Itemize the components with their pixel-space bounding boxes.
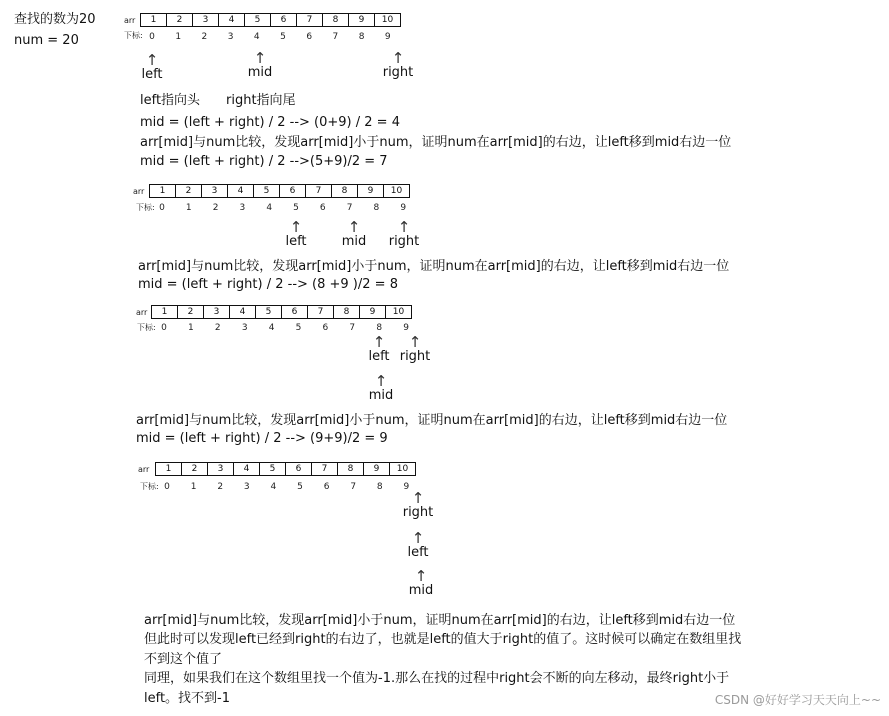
index-number: 8 <box>373 203 380 213</box>
problem-title: 查找的数为20 <box>14 12 96 27</box>
index-number: 2 <box>214 323 221 333</box>
array-cell: 9 <box>364 463 390 476</box>
array-cell: 7 <box>306 185 332 198</box>
array-cell: 8 <box>334 306 360 319</box>
array-cell: 4 <box>230 306 256 319</box>
arr-label: arr <box>133 187 145 196</box>
array-cell: 3 <box>193 14 219 27</box>
index-number: 6 <box>323 482 330 492</box>
pointer-left <box>266 218 326 250</box>
index-label: 下标: <box>137 323 156 332</box>
array-row <box>155 462 416 476</box>
step1-desc-right: right指向尾 <box>226 93 296 108</box>
step4-conclusion: 但此时可以发现left已经到right的右边了，也就是left的值大于right的值了。这时候可以确定在数组里找 <box>144 632 742 647</box>
index-number: 0 <box>164 482 170 492</box>
array-cell: 3 <box>202 185 228 198</box>
array-cell: 5 <box>245 14 271 27</box>
index-number: 7 <box>332 32 339 42</box>
array-cell: 3 <box>208 463 234 476</box>
up-arrow-icon: ↑ <box>372 333 386 351</box>
index-number: 7 <box>349 323 356 333</box>
pointer-mid <box>351 372 411 404</box>
step2-formula: mid = (left + right) / 2 --> (8 +9 )/2 = 8 <box>138 277 398 292</box>
array-cell: 1 <box>141 14 167 27</box>
pointer-left <box>388 529 448 561</box>
index-number: 2 <box>212 203 219 213</box>
pointer-label: left <box>285 234 307 249</box>
array-cell: 6 <box>271 14 297 27</box>
array-cell: 5 <box>254 185 280 198</box>
index-number: 9 <box>403 482 410 492</box>
step4-similar-case: 同理，如果我们在这个数组里找一个值为-1.那么在找的过程中right会不断的向左移动，最终right小于 <box>144 671 730 686</box>
array-cell: 8 <box>338 463 364 476</box>
index-number: 4 <box>266 203 273 213</box>
index-number: 0 <box>161 323 167 333</box>
array-cell: 6 <box>280 185 306 198</box>
array-cell: 5 <box>260 463 286 476</box>
arr-label: arr <box>136 308 148 317</box>
array-row <box>140 13 401 27</box>
array-cell: 7 <box>297 14 323 27</box>
array-cell: 10 <box>375 14 401 27</box>
pointer-left <box>122 51 182 83</box>
step3-compare: arr[mid]与num比较，发现arr[mid]小于num，证明num在arr[mid]的右边，让left移到mid右边一位 <box>136 413 728 428</box>
index-label: 下标: <box>124 31 143 40</box>
array-cell: 9 <box>360 306 386 319</box>
index-label: 下标: <box>136 203 155 212</box>
pointer-label: right <box>382 65 414 80</box>
step4-similar-case-cont: left。找不到-1 <box>144 691 231 706</box>
num-declaration: num = 20 <box>14 33 79 48</box>
array-row <box>151 305 412 319</box>
array-cell: 2 <box>167 14 193 27</box>
up-arrow-icon: ↑ <box>408 333 422 351</box>
array-cell: 2 <box>178 306 204 319</box>
array-cell: 7 <box>312 463 338 476</box>
index-number: 8 <box>376 482 383 492</box>
index-number: 4 <box>270 482 277 492</box>
array-cell: 10 <box>386 306 412 319</box>
arr-label: arr <box>138 465 150 474</box>
pointer-label: mid <box>408 583 434 598</box>
index-number: 9 <box>384 32 391 42</box>
array-cell: 9 <box>349 14 375 27</box>
pointer-label: right <box>388 234 420 249</box>
array-cell: 1 <box>152 306 178 319</box>
index-number: 8 <box>376 323 383 333</box>
up-arrow-icon: ↑ <box>414 567 428 585</box>
pointer-mid <box>391 567 451 599</box>
index-number: 4 <box>253 32 260 42</box>
step2-compare: arr[mid]与num比较，发现arr[mid]小于num，证明num在arr[mid]的右边，让left移到mid右边一位 <box>138 259 730 274</box>
array-cell: 6 <box>286 463 312 476</box>
index-number: 3 <box>239 203 246 213</box>
pointer-label: right <box>399 349 431 364</box>
array-cell: 5 <box>256 306 282 319</box>
array-cell: 7 <box>308 306 334 319</box>
arr-label: arr <box>124 16 136 25</box>
index-number: 9 <box>403 323 409 333</box>
index-number: 3 <box>241 323 248 333</box>
step1-desc-left: left指向头 <box>140 93 201 108</box>
array-cell: 8 <box>323 14 349 27</box>
pointer-label: right <box>402 505 434 520</box>
index-number: 2 <box>217 482 224 492</box>
up-arrow-icon: ↑ <box>289 218 303 236</box>
index-number: 7 <box>346 203 353 213</box>
array-cell: 3 <box>204 306 230 319</box>
index-number: 4 <box>268 323 275 333</box>
index-number: 9 <box>400 203 407 213</box>
watermark: CSDN @好好学习天天向上~~ <box>714 693 881 707</box>
step3-formula: mid = (left + right) / 2 --> (9+9)/2 = 9 <box>136 431 388 446</box>
index-number: 0 <box>149 32 155 42</box>
index-number: 2 <box>201 32 208 42</box>
pointer-label: left <box>407 545 429 560</box>
index-number: 1 <box>188 323 194 333</box>
up-arrow-icon: ↑ <box>391 49 405 67</box>
pointer-label: left <box>368 349 390 364</box>
array-cell: 1 <box>150 185 176 198</box>
up-arrow-icon: ↑ <box>397 218 411 236</box>
array-cell: 9 <box>358 185 384 198</box>
step1-compare: arr[mid]与num比较，发现arr[mid]小于num，证明num在arr[mid]的右边，让left移到mid右边一位 <box>140 135 732 150</box>
pointer-label: left <box>141 67 163 82</box>
array-cell: 8 <box>332 185 358 198</box>
pointer-right <box>385 333 445 365</box>
index-label: 下标: <box>140 482 159 491</box>
array-cell: 10 <box>384 185 410 198</box>
array-cell: 4 <box>228 185 254 198</box>
index-number: 5 <box>297 482 303 492</box>
index-number: 8 <box>358 32 365 42</box>
index-number: 3 <box>243 482 250 492</box>
pointer-right <box>374 218 434 250</box>
index-number: 7 <box>350 482 357 492</box>
pointer-right <box>368 49 428 81</box>
step4-conclusion-cont: 不到这个值了 <box>144 652 223 667</box>
index-number: 1 <box>190 482 197 492</box>
up-arrow-icon: ↑ <box>253 49 267 67</box>
array-row <box>149 184 410 198</box>
step1-formula2: mid = (left + right) / 2 -->(5+9)/2 = 7 <box>140 154 388 169</box>
index-number: 0 <box>159 203 165 213</box>
pointer-mid <box>230 49 290 81</box>
step1-formula: mid = (left + right) / 2 --> (0+9) / 2 = 4 <box>140 115 400 130</box>
up-arrow-icon: ↑ <box>374 372 388 390</box>
pointer-right <box>388 489 448 521</box>
array-cell: 4 <box>219 14 245 27</box>
pointer-label: mid <box>341 234 367 249</box>
array-cell: 2 <box>176 185 202 198</box>
step4-compare: arr[mid]与num比较，发现arr[mid]小于num，证明num在arr[mid]的右边，让left移到mid右边一位 <box>144 613 736 628</box>
up-arrow-icon: ↑ <box>145 51 159 69</box>
index-number: 6 <box>319 203 326 213</box>
pointer-label: mid <box>368 388 394 403</box>
pointer-label: mid <box>247 65 273 80</box>
array-cell: 2 <box>182 463 208 476</box>
index-number: 1 <box>185 203 192 213</box>
index-number: 3 <box>227 32 234 42</box>
up-arrow-icon: ↑ <box>411 489 425 507</box>
array-cell: 6 <box>282 306 308 319</box>
index-number: 5 <box>295 323 302 333</box>
array-cell: 10 <box>390 463 416 476</box>
index-number: 6 <box>322 323 329 333</box>
up-arrow-icon: ↑ <box>411 529 425 547</box>
index-number: 6 <box>306 32 313 42</box>
array-cell: 1 <box>156 463 182 476</box>
up-arrow-icon: ↑ <box>347 218 361 236</box>
array-cell: 4 <box>234 463 260 476</box>
index-number: 5 <box>293 203 299 213</box>
index-number: 1 <box>175 32 182 42</box>
index-number: 5 <box>280 32 286 42</box>
